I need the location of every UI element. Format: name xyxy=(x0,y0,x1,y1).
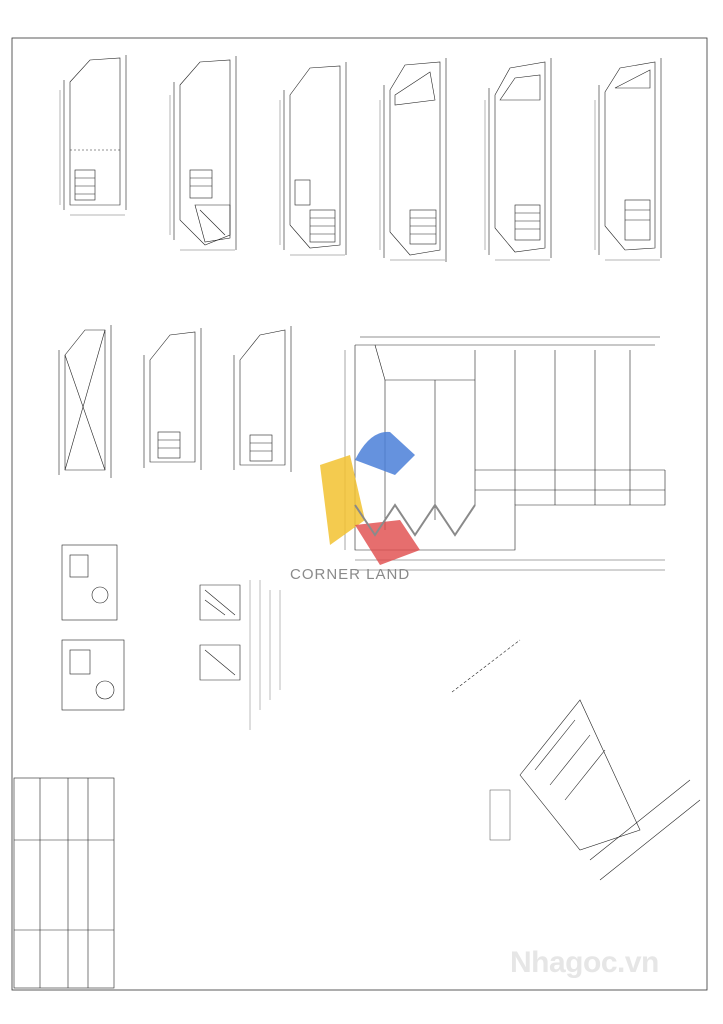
floor-plan-7 xyxy=(144,328,201,470)
logo-blue-shape xyxy=(355,432,415,475)
logo-yellow-shape xyxy=(320,455,365,545)
logo-name: CORNER LAND xyxy=(290,566,411,583)
floor-plan-3 xyxy=(284,62,346,255)
floor-plan-row-middle xyxy=(59,325,291,478)
corner-land-logo xyxy=(320,432,475,565)
notes-text xyxy=(250,580,280,730)
watermark-text: Nhagoc.vn xyxy=(510,946,659,979)
floor-plan-row-top xyxy=(64,55,661,262)
floor-plan-5 xyxy=(489,58,551,258)
floor-plan-8 xyxy=(234,326,291,472)
floor-plan-6 xyxy=(599,58,661,258)
toilet-details xyxy=(62,545,124,710)
site-plan xyxy=(452,640,700,880)
floor-plan-2 xyxy=(174,56,236,250)
floor-plan-4 xyxy=(384,58,446,262)
logo-w-mark xyxy=(355,505,475,535)
dimension-lines-top xyxy=(60,90,660,260)
stair-details xyxy=(200,585,240,680)
title-block xyxy=(14,778,114,988)
floor-plan-1 xyxy=(64,55,126,210)
roof-plan xyxy=(59,325,111,478)
